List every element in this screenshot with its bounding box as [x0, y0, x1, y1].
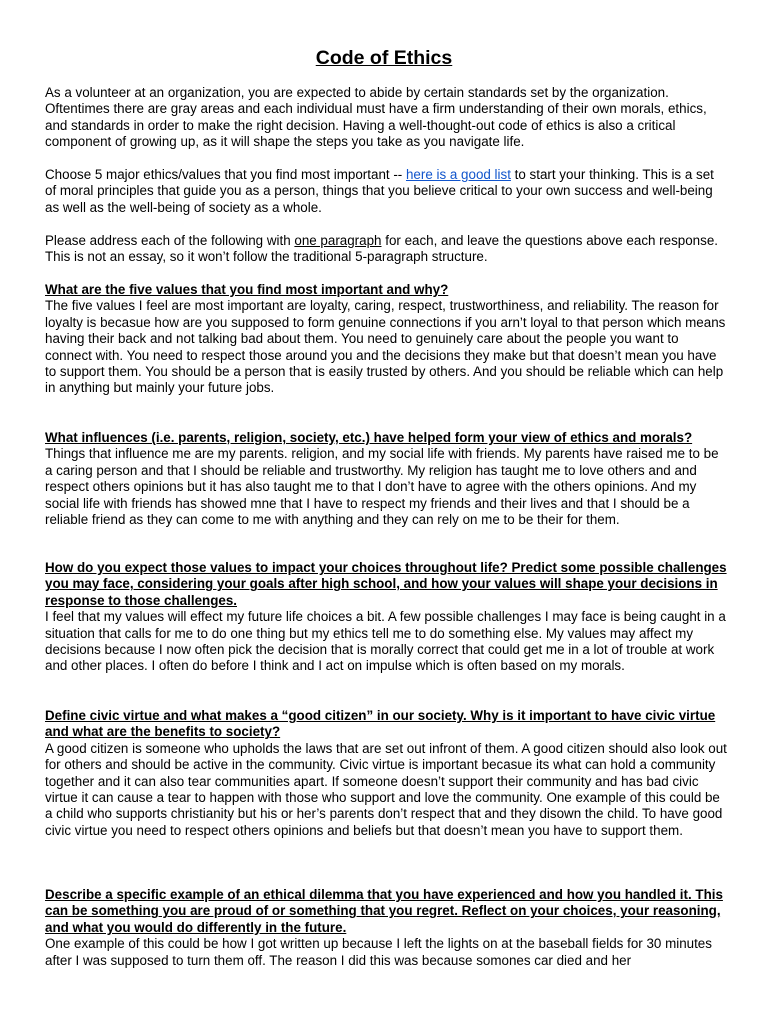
intro-paragraph-2 [45, 167, 727, 216]
intro-paragraph-3-text-b: for each, and leave the questions above each response. This is not an essay, so it won’t follow the traditional 5-paragraph structure. [45, 233, 718, 265]
values-list-link[interactable]: here is a good list [405, 167, 511, 182]
section-influences [45, 430, 727, 528]
answer-paragraph: Things that influence me are my parents. religion, and my social life with friends. My parents have raised me to be a caring person and that I should be reliable and trustworthy. My religion has taught me to love others and and respect others opinions but it has also taught me to that I don’t have to agree with the others opinions. And my social life with friends has showed mne that I have to respect my friends and their lives and that I should be a reliable friend as they can come to me with anything and they can rely on me to be their for them. [45, 446, 719, 528]
intro-paragraph-3 [45, 233, 727, 266]
answer-paragraph: The five values I feel are most important are loyalty, caring, respect, trustworthiness, and reliability. The reason for loyalty is becasue how are you supposed to form genuine connections if you arn’t loyal to that person which means having their back and not talking bad about them. You need to genuinely care about the people you want to connect with. You need to respect those around you and the decisions they make but that doesn’t mean you have to support them. You should be a person that is easily trusted by others. And you should be reliable which can help in anything but mainly your future jobs. [45, 298, 726, 396]
document-title: Code of Ethics [315, 47, 453, 69]
answer-paragraph: I feel that my values will effect my future life choices a bit. A few possible challenges I may face is being caught in a situation that calls for me to do one thing but my ethics tell me to do something else. My values may affect my decisions because I now often pick the decision that is morally correct that could get me in a lot of trouble at work and other places. I often do before I think and I act on impulse which is often based on my morals. [45, 609, 726, 674]
intro-paragraph-2-text-a: Choose 5 major ethics/values that you find most important -- [45, 167, 406, 182]
section-values [45, 282, 727, 397]
section-impact [45, 560, 727, 675]
answer-paragraph: A good citizen is someone who upholds the laws that are set out infront of them. A good citizen should also look out for others and should be active in the community. Civic virtue is important becasue its what can hold a community together and it can also tear communities apart. If someone doesn’t support their community and has bad civic virtue it can cause a tear to happen with those who support and love the community. One example of this could be a child who supports christianity but his or her’s parents don’t respect that and they disown the child. To have good civic virtue you need to respect others opinions and beliefs but that doesn’t mean you have to support them. [45, 740, 727, 838]
section-civic-virtue [45, 708, 727, 839]
section-ethical-dilemma [45, 887, 727, 969]
one-paragraph-emphasis: one paragraph [294, 233, 382, 248]
question-heading: What influences (i.e. parents, religion, society, etc.) have helped form your view of ethics and morals? [45, 430, 693, 445]
question-heading: What are the five values that you find most important and why? [45, 282, 449, 297]
intro-paragraph-1: As a volunteer at an organization, you are expected to abide by certain standards set by the organization. Oftentimes there are gray areas and each individual must have a firm understanding of their own morals, ethics, and standards in order to make the right decision. Having a well-thought-out code of ethics is also a critical component of growing up, as it will shape the steps you take as you navigate life. [45, 85, 707, 150]
question-heading: Define civic virtue and what makes a “good citizen” in our society. Why is it important to have civic virtue and what are the benefits to society? [45, 708, 716, 740]
question-heading: How do you expect those values to impact your choices throughout life? Predict some possible challenges you may face, considering your goals after high school, and how your values will shape your decisions in response to those challenges. [45, 560, 727, 608]
question-heading: Describe a specific example of an ethical dilemma that you have experienced and how you handled it. This can be something you are proud of or something that you regret. Reflect on your choices, your reasoning, and what you would do differently in the future. [45, 887, 723, 935]
intro-paragraph-3-text-a: Please address each of the following with [45, 233, 295, 248]
answer-paragraph: One example of this could be how I got written up because I left the lights on at the baseball fields for 30 minutes after I was supposed to turn them off. The reason I did this was because somones car died and her [45, 936, 712, 968]
intro-paragraph-2-text-b: to start your thinking. This is a set of moral principles that guide you as a person, things that you believe critical to your own success and well-being as well as the well-being of society as a whole. [45, 167, 714, 215]
